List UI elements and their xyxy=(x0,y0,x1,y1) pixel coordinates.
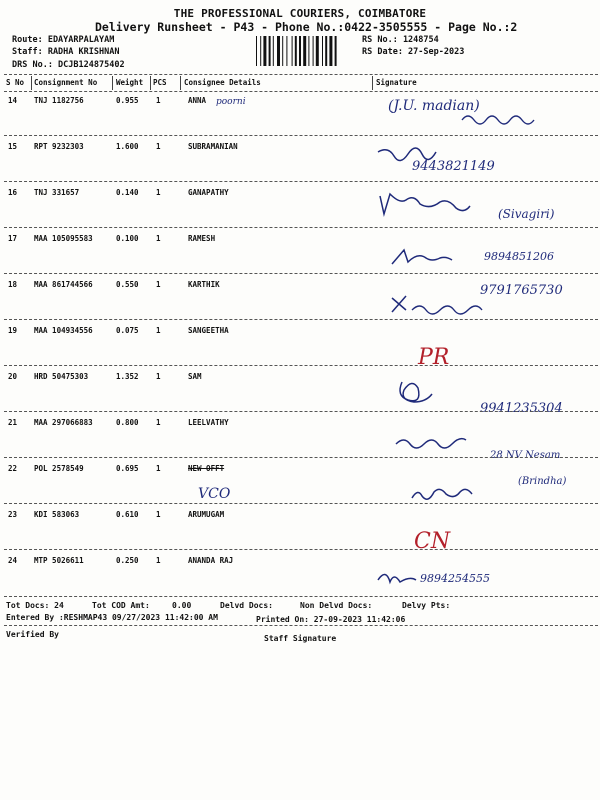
col-header-sno: S No xyxy=(6,78,25,87)
row-consignment-no: POL 2578549 xyxy=(34,464,84,473)
row-rule xyxy=(4,457,598,458)
svg-text:9941235304: 9941235304 xyxy=(480,401,563,414)
row-pcs: 1 xyxy=(156,556,161,565)
row-consignee: GANAPATHY xyxy=(188,188,229,197)
row-sno: 19 xyxy=(8,326,18,335)
barcode-bar xyxy=(286,36,287,66)
drs-number: DRS No.: DCJB124875402 xyxy=(12,60,125,70)
barcode-bar xyxy=(273,36,274,66)
barcode-bar xyxy=(308,36,309,66)
row-consignee: SAM xyxy=(188,372,202,381)
row-weight: 1.352 xyxy=(116,372,139,381)
row-consignment-no: TNJ 1182756 xyxy=(34,96,84,105)
signature-scribble xyxy=(372,234,598,276)
row-consignment-no: MAA 861744566 xyxy=(34,280,93,289)
row-weight: 0.075 xyxy=(116,326,139,335)
row-sno: 16 xyxy=(8,188,18,197)
staff-label: Staff: RADHA KRISHNAN xyxy=(12,47,120,57)
barcode-bar xyxy=(313,36,314,66)
signature-scribble xyxy=(372,188,598,230)
row-rule xyxy=(4,273,598,274)
row-sno: 20 xyxy=(8,372,18,381)
signature-scribble xyxy=(372,556,598,598)
row-weight: 0.100 xyxy=(116,234,139,243)
row-rule xyxy=(4,319,598,320)
barcode-bar xyxy=(269,36,271,66)
barcode-bar xyxy=(329,36,332,66)
row-weight: 0.610 xyxy=(116,510,139,519)
row-consignment-no: KDI 583063 xyxy=(34,510,80,519)
row-consignee: KARTHIK xyxy=(188,280,220,289)
svg-text:poorni: poorni xyxy=(216,97,246,107)
svg-text:CN: CN xyxy=(414,529,451,552)
delivered-docs: Delvd Docs: xyxy=(220,601,273,610)
row-consignment-no: MTP 5026611 xyxy=(34,556,84,565)
table-row xyxy=(0,234,600,278)
row-consignee: SANGEETHA xyxy=(188,326,229,335)
svg-text:9894851206: 9894851206 xyxy=(484,250,554,263)
row-pcs: 1 xyxy=(156,510,161,519)
column-divider xyxy=(180,76,181,90)
rs-number: RS No.: 1248754 xyxy=(362,35,439,45)
barcode-bar xyxy=(295,36,297,66)
row-sno: 24 xyxy=(8,556,18,565)
signature-scribble xyxy=(372,142,598,184)
svg-text:9443821149: 9443821149 xyxy=(412,159,495,174)
row-weight: 1.600 xyxy=(116,142,139,151)
row-weight: 0.800 xyxy=(116,418,139,427)
printed-on: Printed On: 27-09-2023 11:42:06 xyxy=(256,615,406,624)
barcode-bar xyxy=(260,36,261,66)
runsheet-subtitle: Delivery Runsheet - P43 - Phone No.:0422-3505555 - Page No.:2 xyxy=(95,20,518,34)
row-consignee: ARUMUGAM xyxy=(188,510,225,519)
barcode-bar xyxy=(277,36,280,66)
signature-scribble xyxy=(372,510,598,552)
row-weight: 0.695 xyxy=(116,464,139,473)
row-consignment-no: HRD 50475303 xyxy=(34,372,89,381)
row-rule xyxy=(4,365,598,366)
row-consignment-no: TNJ 331657 xyxy=(34,188,80,197)
row-pcs: 1 xyxy=(156,372,161,381)
row-sno: 21 xyxy=(8,418,18,427)
table-bottom-rule xyxy=(4,596,598,597)
row-consignee: ANNA xyxy=(188,96,207,105)
signature-scribble xyxy=(372,280,598,322)
company-title: THE PROFESSIONAL COURIERS, COIMBATORE xyxy=(173,7,427,20)
svg-text:(Brindha): (Brindha) xyxy=(518,476,567,487)
row-rule xyxy=(4,135,598,136)
table-row xyxy=(0,556,600,600)
row-weight: 0.550 xyxy=(116,280,139,289)
row-rule xyxy=(4,503,598,504)
svg-text:VCO: VCO xyxy=(198,486,231,502)
row-pcs: 1 xyxy=(156,142,161,151)
row-consignment-no: MAA 105095583 xyxy=(34,234,93,243)
row-sno: 14 xyxy=(8,96,18,105)
table-row xyxy=(0,326,600,370)
row-sno: 15 xyxy=(8,142,18,151)
row-consignee: LEELVATHY xyxy=(188,418,229,427)
table-top-rule xyxy=(4,74,598,75)
row-pcs: 1 xyxy=(156,326,161,335)
barcode-bar xyxy=(335,36,337,66)
row-rule xyxy=(4,549,598,550)
barcode-bar xyxy=(303,36,306,66)
row-sno: 23 xyxy=(8,510,18,519)
barcode-image xyxy=(256,36,356,66)
table-row xyxy=(0,464,600,508)
signature-scribble xyxy=(372,464,598,506)
table-row xyxy=(0,510,600,554)
signature-scribble xyxy=(372,418,598,460)
footer-rule xyxy=(4,625,598,626)
col-header-consignee: Consignee Details xyxy=(184,78,261,87)
delivery-points: Delvy Pts: xyxy=(402,601,451,610)
verified-by: Verified By xyxy=(6,630,59,639)
row-weight: 0.955 xyxy=(116,96,139,105)
svg-text:(Sivagiri): (Sivagiri) xyxy=(498,207,555,221)
col-header-consignment: Consignment No xyxy=(34,78,98,87)
row-sno: 22 xyxy=(8,464,18,473)
barcode-bar xyxy=(292,36,293,66)
row-consignment-no: RPT 9232303 xyxy=(34,142,84,151)
row-rule xyxy=(4,227,598,228)
row-pcs: 1 xyxy=(156,188,161,197)
row-pcs: 1 xyxy=(156,234,161,243)
row-rule xyxy=(4,411,598,412)
row-rule xyxy=(4,181,598,182)
signature-scribble xyxy=(372,326,598,368)
barcode-bar xyxy=(299,36,301,66)
svg-text:(J.U. madian): (J.U. madian) xyxy=(388,98,480,114)
column-divider xyxy=(112,76,113,90)
barcode-bar xyxy=(282,36,283,66)
row-consignment-no: MAA 297066883 xyxy=(34,418,93,427)
row-weight: 0.250 xyxy=(116,556,139,565)
column-divider xyxy=(150,76,151,90)
col-header-signature: Signature xyxy=(376,78,417,87)
handwritten-consignee-note xyxy=(214,94,264,108)
total-cod-label: Tot COD Amt: xyxy=(92,601,150,610)
row-consignee: NEW OFFT xyxy=(188,464,225,473)
barcode-bar xyxy=(322,36,323,66)
signature-scribble xyxy=(372,372,598,414)
column-divider xyxy=(372,76,373,90)
table-row xyxy=(0,280,600,324)
svg-text:PR: PR xyxy=(418,345,450,368)
row-weight: 0.140 xyxy=(116,188,139,197)
row-consignee: ANANDA RAJ xyxy=(188,556,234,565)
svg-text:28 NV Nesam: 28 NV Nesam xyxy=(490,450,561,460)
table-row xyxy=(0,372,600,416)
col-header-weight: Weight xyxy=(116,78,144,87)
total-docs: Tot Docs: 24 xyxy=(6,601,64,610)
col-header-pcs: PCS xyxy=(153,78,167,87)
row-sno: 17 xyxy=(8,234,18,243)
table-row xyxy=(0,188,600,232)
signature-scribble xyxy=(372,96,598,138)
entered-by: Entered By :RESHMAP43 09/27/2023 11:42:00 AM xyxy=(6,613,218,622)
barcode-bar xyxy=(256,36,257,66)
table-row xyxy=(0,418,600,462)
row-sno: 18 xyxy=(8,280,18,289)
rs-date: RS Date: 27-Sep-2023 xyxy=(362,47,465,57)
barcode-bar xyxy=(263,36,266,66)
svg-text:9791765730: 9791765730 xyxy=(480,283,563,298)
barcode-bar xyxy=(316,36,319,66)
barcode-bar xyxy=(325,36,327,66)
route-label: Route: EDAYARPALAYAM xyxy=(12,35,115,45)
row-pcs: 1 xyxy=(156,464,161,473)
row-pcs: 1 xyxy=(156,418,161,427)
non-delivered-docs: Non Delvd Docs: xyxy=(300,601,373,610)
header-bottom-rule xyxy=(4,91,598,92)
row-pcs: 1 xyxy=(156,96,161,105)
staff-signature-label: Staff Signature xyxy=(264,634,337,643)
row-consignment-no: MAA 104934556 xyxy=(34,326,93,335)
total-cod-value: 0.00 xyxy=(172,601,192,610)
row-pcs: 1 xyxy=(156,280,161,289)
row-consignee: SUBRAMANIAN xyxy=(188,142,238,151)
row-consignee: RAMESH xyxy=(188,234,216,243)
column-divider xyxy=(31,76,32,90)
table-row xyxy=(0,142,600,186)
table-row xyxy=(0,96,600,140)
svg-text:9894254555: 9894254555 xyxy=(420,572,490,585)
handwritten-consignee-note xyxy=(196,482,246,502)
